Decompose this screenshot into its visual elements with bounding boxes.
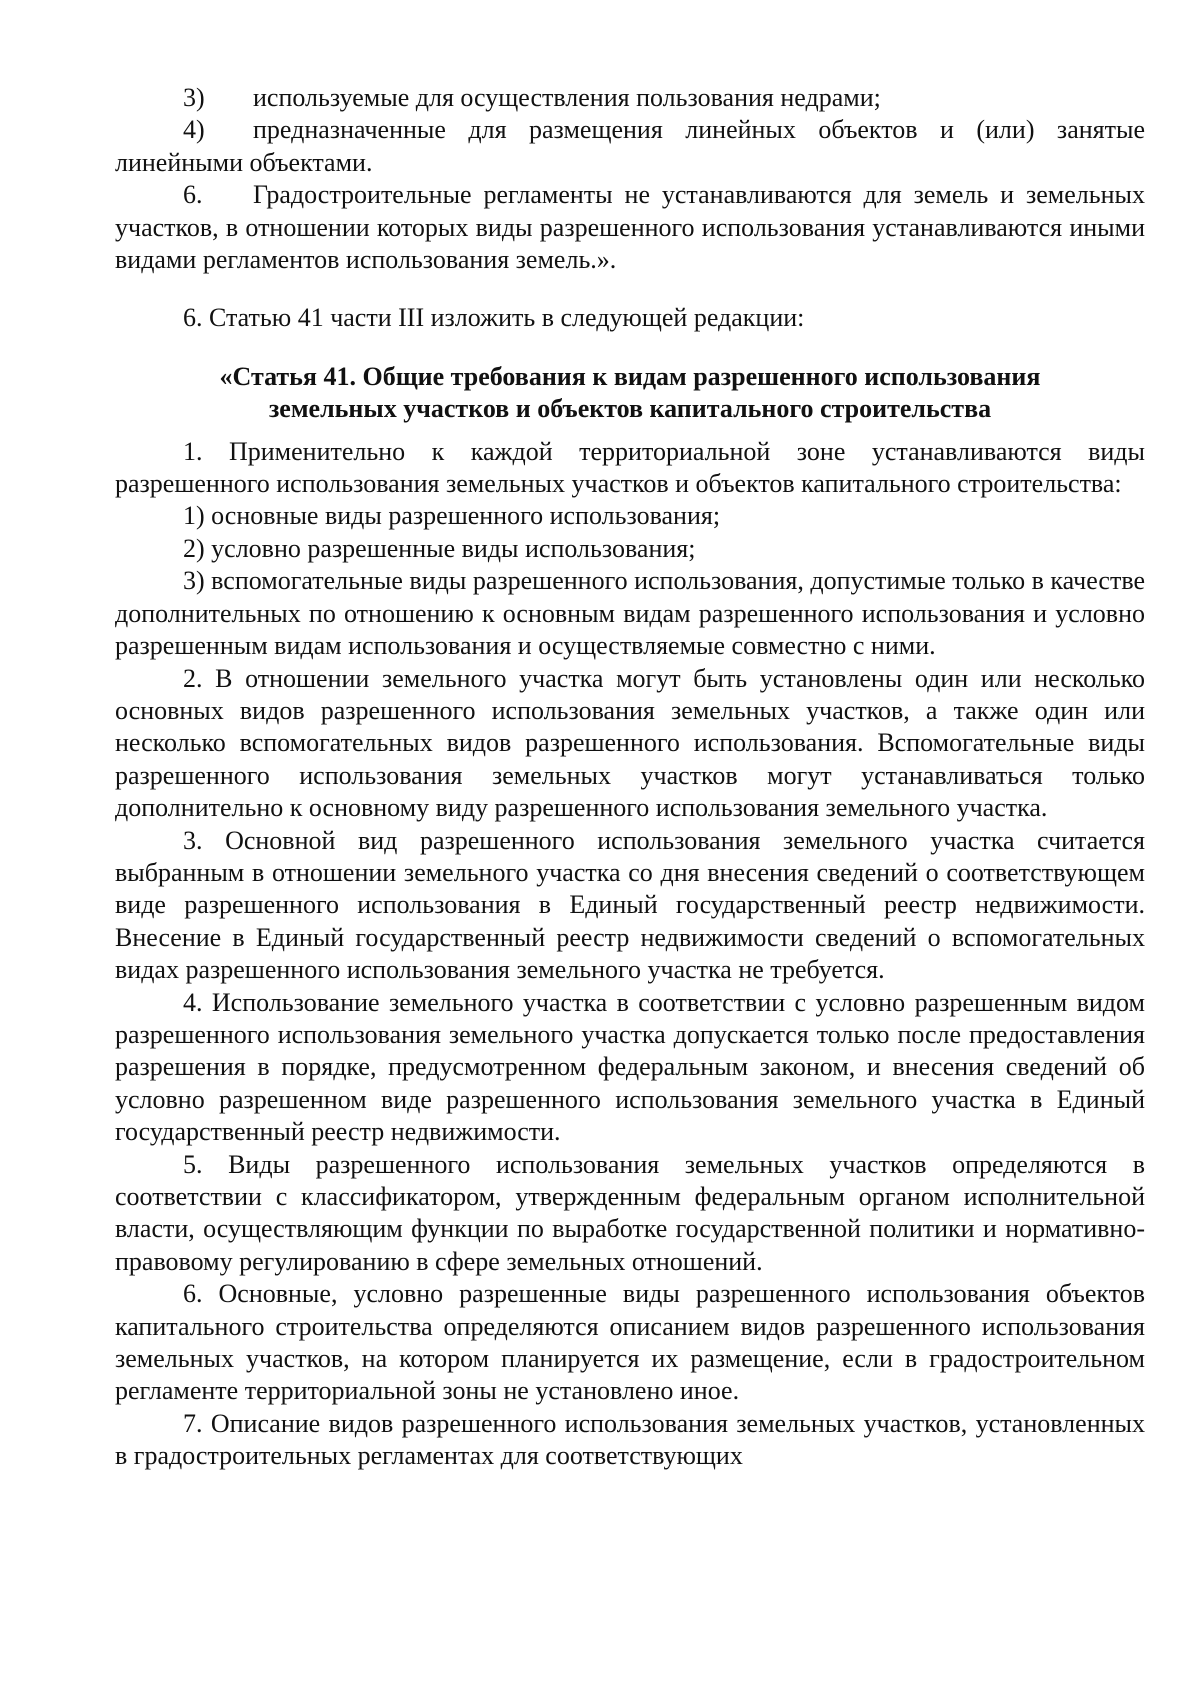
list-item-3-subsoil: [115, 82, 1145, 114]
paragraph-6-regulations: [115, 179, 1145, 276]
article-title-line-1: «Статья 41. Общие требования к видам разрешенного использования: [219, 361, 1041, 391]
article-paragraph-5: 5. Виды разрешенного использования земельных участков определяются в соответствии с классификатором, утвержденным федеральным органом исполнительной власти, осуществляющим функции по выработке государственной политики и нормативно-правовому регулированию в сфере земельных отношений.: [115, 1149, 1145, 1276]
list-text: используемые для осуществления пользования недрами;: [253, 83, 881, 112]
article-paragraph-6: 6. Основные, условно разрешенные виды разрешенного использования объектов капитального строительства определяются описанием видов разрешенного использования земельных участков, на котором планируется их размещение, если в градостроительном регламенте территориальной зоны не установлено иное.: [115, 1279, 1145, 1406]
article-paragraph-3: 3. Основной вид разрешенного использования земельного участка считается выбранным в отношении земельного участка со дня внесения сведений о соответствующем виде разрешенного использования в Единый государственный реестр недвижимости. Внесение в Единый государственный реестр недвижимости сведений о вспомогательных видах разрешенного использования земельного участка не требуется.: [115, 825, 1145, 985]
spacer: [115, 276, 1145, 302]
list-number: 6.: [183, 180, 203, 210]
article-subitem-1: 1) основные виды разрешенного использования;: [183, 501, 721, 531]
spacer: [115, 426, 1145, 436]
article-subitem-2: 2) условно разрешенные виды использования;: [183, 533, 696, 563]
document-body: [115, 82, 1145, 1473]
list-number: 4): [183, 115, 205, 145]
list-item-4-linear-objects: [115, 114, 1145, 179]
article-subitem-3: 3) вспомогательные виды разрешенного использования, допустимые только в качестве дополнительных по отношению к основным видам разрешенного использования и условно разрешенным видам использования и осуществляемые совместно с ними.: [115, 566, 1145, 661]
article-paragraph-2: 2. В отношении земельного участка могут быть установлены один или несколько основных видов разрешенного использования земельных участков, а также один или несколько вспомогательных видов разрешенного использования. Вспомогательные виды разрешенного использования земельных участков могут устанавливаться только дополнительно к основному виду разрешенного использования земельного участка.: [115, 663, 1145, 823]
article-title-line-2: земельных участков и объектов капитального строительства: [268, 394, 992, 424]
article-paragraph-1: 1. Применительно к каждой территориальной зоне устанавливаются виды разрешенного использования земельных участков и объектов капитального строительства:: [115, 436, 1145, 499]
article-paragraph-4: 4. Использование земельного участка в соответствии с условно разрешенным видом разрешенного использования земельного участка допускается только после предоставления разрешения в порядке, предусмотренном федеральным законом, и внесения сведений об условно разрешенном виде разрешенного использования земельного участка в Единый государственный реестр недвижимости.: [115, 987, 1145, 1147]
list-number: 3): [183, 83, 205, 112]
list-text: предназначенные для размещения линейных объектов и (или) занятые линейными объектами.: [115, 115, 1145, 177]
spacer: [115, 335, 1145, 361]
list-text: Градостроительные регламенты не устанавливаются для земель и земельных участков, в отношении которых виды разрешенного использования устанавливаются иными видами регламентов использования земель.».: [115, 180, 1145, 275]
amendment-instruction: 6. Статью 41 части III изложить в следующей редакции:: [183, 303, 805, 333]
article-paragraph-7: 7. Описание видов разрешенного использования земельных участков, установленных в градостроительных регламентах для соответствующих: [115, 1408, 1145, 1471]
